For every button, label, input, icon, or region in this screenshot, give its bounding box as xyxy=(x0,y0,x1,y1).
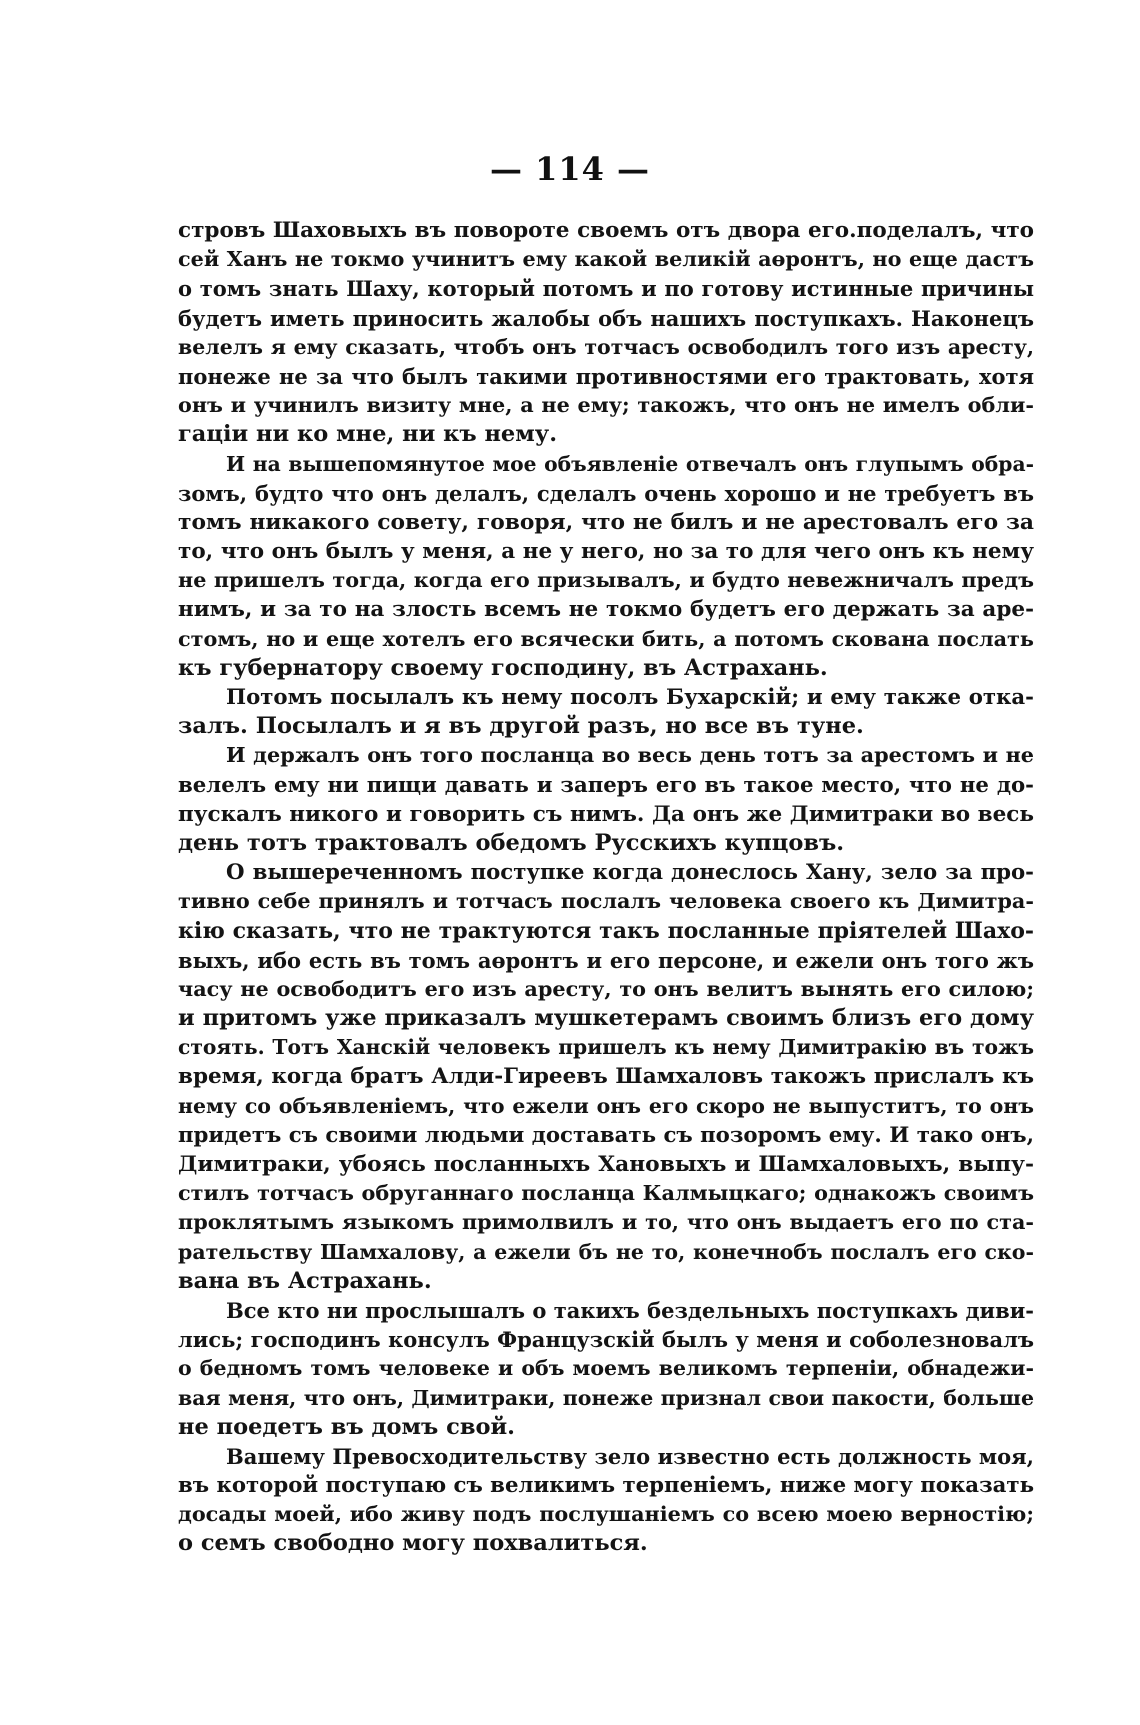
text-line: выхъ, ибо есть въ томъ аөронтъ и его персоне, и ежели онъ того жъ xyxy=(178,947,1034,973)
paragraph xyxy=(178,450,1034,684)
page-number: — 114 — xyxy=(489,150,651,188)
text-line: день тотъ трактовалъ обедомъ Русскихъ купцовъ. xyxy=(178,829,845,856)
text-line: вая меня, что онъ, Димитраки, понеже признал свои пакости, больше xyxy=(178,1385,1034,1410)
text-line: велелъ я ему сказать, чтобъ онъ тотчасъ освободилъ того изъ аресту, xyxy=(178,334,1034,359)
text-line: гацiи ни ко мне, ни къ нему. xyxy=(178,421,558,448)
text-line: Димитраки, убоясь посланныхъ Хановыхъ и Шамхаловыхъ, выпу- xyxy=(178,1152,1034,1177)
text-line: кiю сказать, что не трактуются такъ посланные прiятелей Шахо- xyxy=(178,917,1034,944)
text-line: досады моей, ибо живу подъ послушанiемъ со всею моею верностiю; xyxy=(178,1502,1034,1527)
text-line: проклятымъ языкомъ примолвилъ и то, что онъ выдаетъ его по ста- xyxy=(178,1210,1034,1235)
text-line: Потомъ посылалъ къ нему посолъ Бухарскiй; и ему также отка- xyxy=(226,685,1034,710)
text-line: стоять. Тотъ Ханскiй человекъ пришелъ къ нему Димитракiю въ тожъ xyxy=(178,1035,1034,1060)
text-line: о бедномъ томъ человеке и объ моемъ великомъ терпенiи, обнадежи- xyxy=(178,1356,1034,1381)
text-line: И держалъ онъ того посланца во весь день тотъ за арестомъ и не xyxy=(226,743,1034,768)
text-line: велелъ ему ни пищи давать и заперъ его въ такое место, что не до- xyxy=(178,772,1034,798)
text-line: онъ и учинилъ визиту мне, а не ему; такожъ, что онъ не имелъ обли- xyxy=(178,393,1034,418)
text-line: часу не освободитъ его изъ аресту, то онъ велитъ вынять его силою; xyxy=(178,976,1034,1001)
text-line: сей Ханъ не токмо учинитъ ему какой великiй аөронтъ, но еще дастъ xyxy=(178,247,1034,272)
paragraph xyxy=(178,216,1034,450)
text-line: зомъ, будто что онъ делалъ, сделалъ очень хорошо и не требуетъ въ xyxy=(178,480,1034,506)
text-line: то, что онъ былъ у меня, а не у него, но за то для чего онъ къ нему xyxy=(178,539,1034,565)
text-line: понеже не за что былъ такими противностями его трактовать, хотя xyxy=(178,363,1034,389)
text-line: залъ. Посылалъ и я въ другой разъ, но все въ туне. xyxy=(178,713,864,740)
text-line: О вышереченномъ поступке когда донеслось Хану, зело за про- xyxy=(226,860,1034,886)
text-line: Все кто ни прослышалъ о такихъ бездельныхъ поступкахъ диви- xyxy=(226,1297,1034,1323)
text-line: нимъ, и за то на злость всемъ не токмо будетъ его держать за аре- xyxy=(178,597,1034,623)
text-line: стилъ тотчасъ обруганнаго посланца Калмыцкаго; однакожъ своимъ xyxy=(178,1181,1034,1206)
text-line: не поедетъ въ домъ свой. xyxy=(178,1413,515,1440)
text-line: лись; господинъ консулъ Французскiй былъ у меня и соболезновалъ xyxy=(178,1327,1034,1353)
text-line: въ которой поступаю съ великимъ терпенiемъ, ниже могу показать xyxy=(178,1473,1034,1499)
text-line: о семъ свободно могу похвалиться. xyxy=(178,1530,648,1557)
text-line: о томъ знать Шаху, который потомъ и по готову истинные причины xyxy=(178,276,1034,302)
text-line: будетъ иметь приносить жалобы объ нашихъ поступкахъ. Наконецъ xyxy=(178,305,1034,331)
text-line: и притомъ уже приказалъ мушкетерамъ своимъ близъ его дому xyxy=(178,1005,1034,1032)
text-line: придетъ съ своими людьми доставать съ позоромъ ему. И тако онъ, xyxy=(178,1122,1034,1148)
paragraph xyxy=(178,683,1034,741)
text-line: къ губернатору своему господину, въ Астрахань. xyxy=(178,654,828,681)
text-line: рательству Шамхалову, а ежели бъ не то, конечнобъ послалъ его ско- xyxy=(178,1239,1034,1264)
text-line: тивно себе принялъ и тотчасъ послалъ человека своего къ Димитра- xyxy=(178,889,1034,914)
text-line: вана въ Астрахань. xyxy=(178,1267,432,1294)
text-line: пускалъ никого и говорить съ нимъ. Да онъ же Димитраки во весь xyxy=(178,801,1034,827)
text-line: стомъ, но и еще хотелъ его всячески бить, а потомъ скована послать xyxy=(178,626,1034,651)
text-line: И на вышепомянутое мое объявленiе отвечалъ онъ глупымъ обра- xyxy=(226,451,1034,476)
text-line: нему со объявленiемъ, что ежели онъ его скоро не выпуститъ, то онъ xyxy=(178,1093,1034,1118)
text-line: томъ никакого совету, говоря, что не билъ и не арестовалъ его за xyxy=(178,509,1034,535)
paragraph xyxy=(178,741,1034,858)
paragraph xyxy=(178,1296,1034,1442)
text-line: стровъ Шаховыхъ въ повороте своемъ отъ двора его.поделалъ, что xyxy=(178,218,1034,243)
paragraph xyxy=(178,858,1034,1296)
text-line: время, когда братъ Алди-Гиреевъ Шамхаловъ такожъ прислалъ къ xyxy=(178,1064,1034,1090)
text-line: не пришелъ тогда, когда его призывалъ, и будто невежничалъ предъ xyxy=(178,568,1034,593)
paragraph xyxy=(178,1442,1034,1559)
text-line: Вашему Превосходительству зело известно есть должность моя, xyxy=(226,1443,1034,1469)
page-body xyxy=(178,216,1034,1559)
